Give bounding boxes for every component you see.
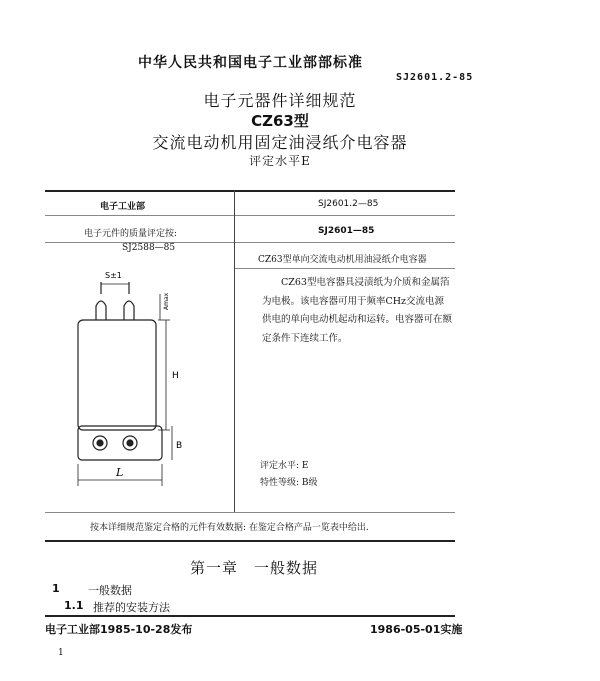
doc-title-product: 交流电动机用固定油浸纸介电容器: [152, 133, 408, 152]
doc-title-model: CZ63型: [251, 112, 309, 130]
section-number: 1: [52, 582, 60, 595]
table-bottom-rule: [45, 540, 455, 542]
product-description: CZ63型电容器具浸渍纸为介质和金属箔为电极。该电容器可用于频率CHz交流电源供电的单向电动机起动和运转。电容器可在额定条件下连续工作。: [262, 277, 453, 344]
quality-assessment-label: 电子元件的质量评定按:: [84, 229, 178, 239]
standard-number: SJ2601.2-85: [396, 72, 474, 83]
dim-width-label: B: [176, 441, 183, 451]
doc-assessment-level: 评定水平E: [249, 154, 311, 168]
table-row-rule-3: [235, 268, 455, 269]
qualification-note: 按本详细规范鉴定合格的元件有效数据: 在鉴定合格产品一览表中给出.: [90, 523, 369, 533]
dept-name: 电子工业部: [100, 202, 146, 212]
dim-height-label: H: [172, 371, 179, 381]
product-title: CZ63型单向交流电动机用油浸纸介电容器: [258, 255, 427, 265]
section-title: 一般数据: [88, 584, 132, 597]
dim-lead-label: Amax: [163, 292, 170, 310]
subsection-title: 推荐的安装方法: [93, 601, 170, 614]
doc-title-line1: 电子元器件详细规范: [203, 91, 357, 110]
generic-spec-number: SJ2601—85: [318, 226, 375, 236]
quality-assessment-ref: SJ2588—85: [122, 243, 176, 253]
table-row-rule-2: [45, 242, 455, 243]
footer-rule: [45, 615, 455, 617]
page-number: 1: [58, 648, 64, 658]
capacitor-outline-drawing: [60, 258, 235, 508]
terminal-left: [96, 301, 106, 320]
spec-number: SJ2601.2—85: [318, 199, 379, 209]
issue-date: 电子工业部1985-10-28发布: [45, 623, 193, 636]
table-top-rule: [45, 190, 455, 192]
dim-spacing-label: S±1: [105, 271, 122, 280]
assessment-level: 评定水平: E: [260, 461, 309, 471]
capacitor-body-top-view: [78, 426, 162, 460]
table-row-rule-4: [45, 512, 455, 513]
dim-length-label: L: [116, 466, 124, 479]
effective-date: 1986-05-01实施: [370, 623, 463, 636]
issuing-authority: 中华人民共和国电子工业部部标准: [138, 55, 363, 71]
characteristic-grade: 特性等级: B级: [260, 478, 318, 488]
table-row-rule-1: [45, 215, 455, 216]
chapter-heading: 第一章 一般数据: [190, 559, 319, 577]
terminal-right: [124, 301, 134, 320]
subsection-number: 1.1: [64, 599, 84, 612]
capacitor-body-side: [78, 320, 156, 430]
